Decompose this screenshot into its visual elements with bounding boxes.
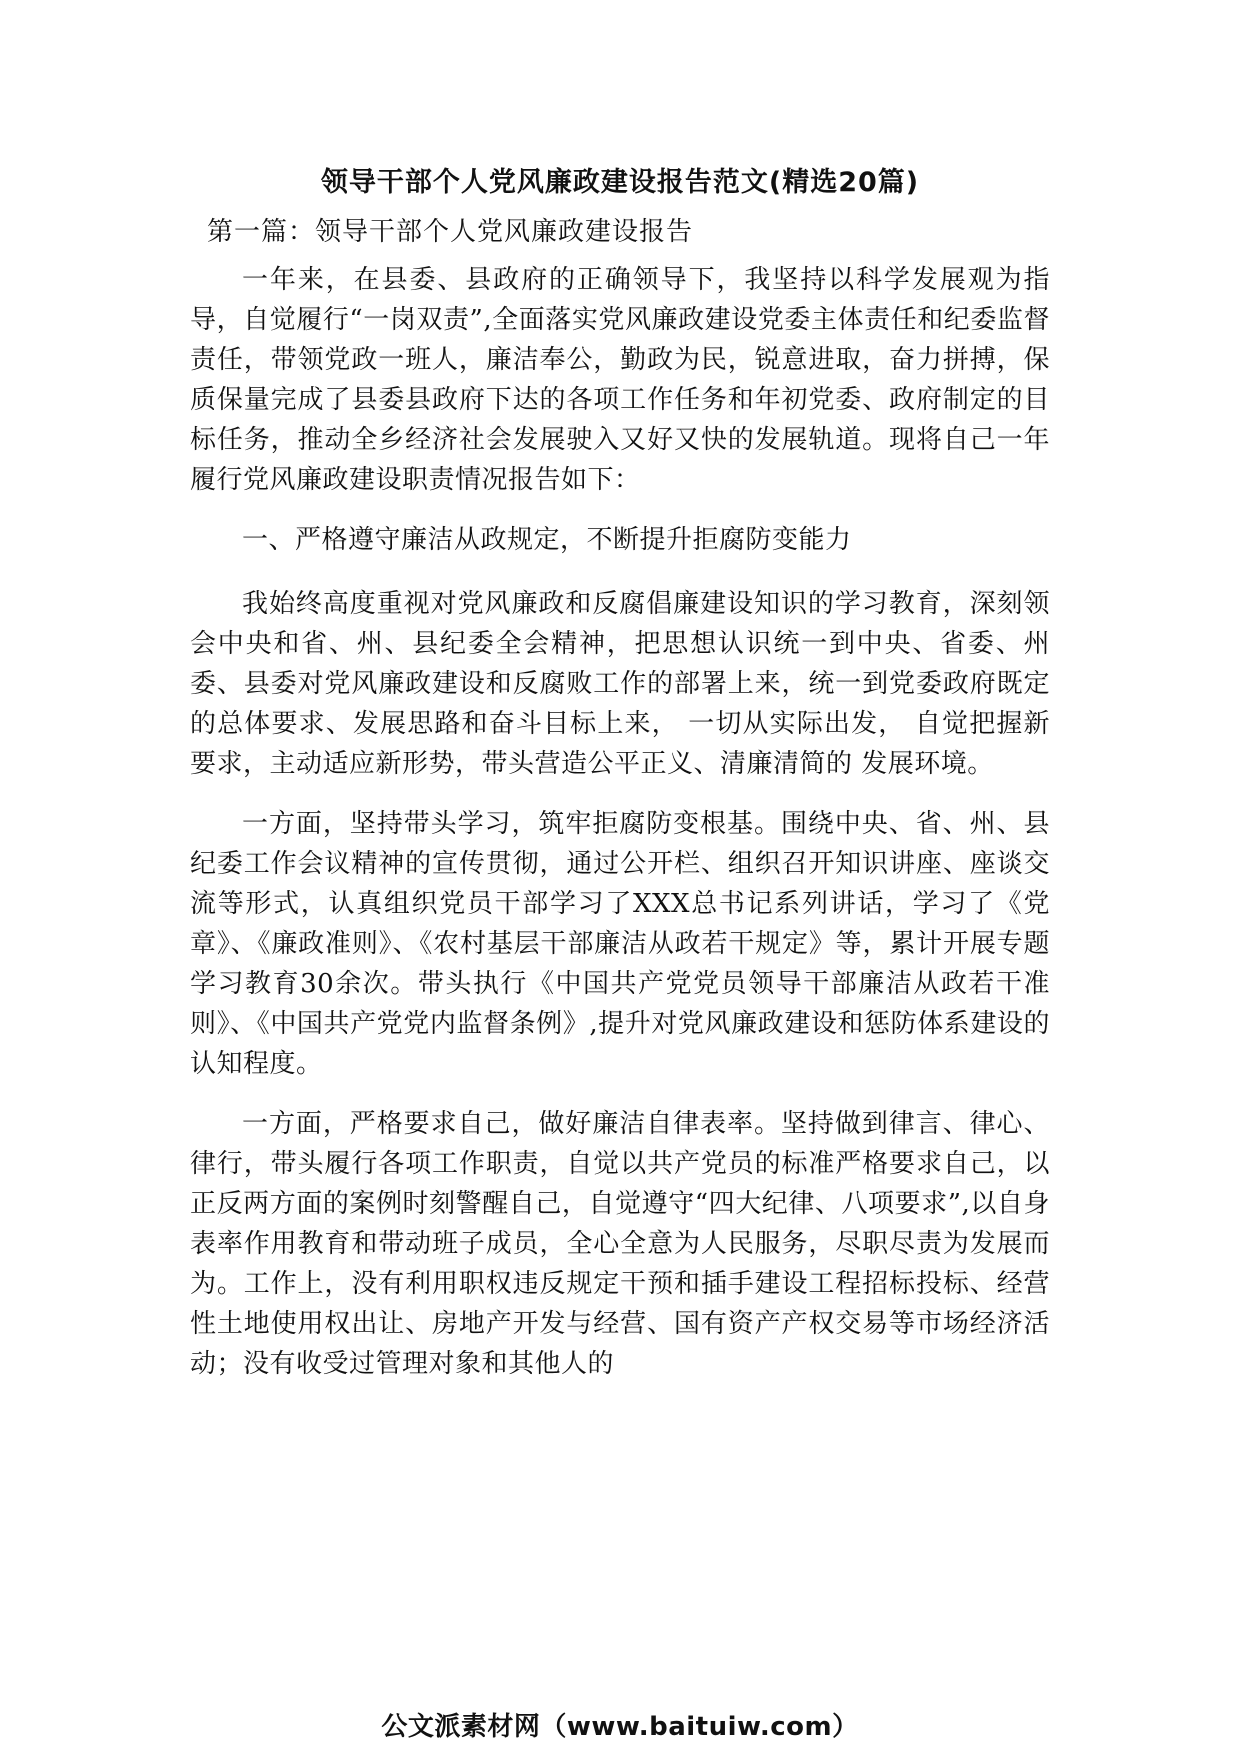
paragraph-intro: 一年来，在县委、县政府的正确领导下，我坚持以科学发展观为指导，自觉履行“一岗双责”,全面落实党风廉政建设党委主体责任和纪委监督责任，带领党政一班人，廉洁奉公，勤政为民，锐意进取，奋力拼搏，保质保量完成了县委县政府下达的各项工作任务和年初党委、政府制定的目标任务，推动全乡经济社会发展驶入又好又快的发展轨道。现将自己一年履行党风廉政建设职责情况报告如下： bbox=[190, 265, 1050, 495]
document-body bbox=[190, 260, 1050, 1404]
chapter-subtitle: 第一篇：领导干部个人党风廉政建设报告 bbox=[207, 217, 694, 247]
document-title: 领导干部个人党风廉政建设报告范文(精选20篇) bbox=[320, 167, 920, 198]
paragraph-learning: 一方面，坚持带头学习，筑牢拒腐防变根基。围绕中央、省、州、县纪委工作会议精神的宣传贯彻，通过公开栏、组织召开知识讲座、座谈交流等形式，认真组织党员干部学习了XXX总书记系列讲话，学习了《党章》、《廉政准则》、《农村基层干部廉洁从政若干规定》等，累计开展专题学习教育30余次。带头执行《中国共产党党员领导干部廉洁从政若干准则》、《中国共产党党内监督条例》,提升对党风廉政建设和惩防体系建设的认知程度。 bbox=[190, 809, 1050, 1079]
section-heading: 一、严格遵守廉洁从政规定，不断提升拒腐防变能力 bbox=[242, 525, 852, 555]
paragraph-self-discipline: 一方面，严格要求自己，做好廉洁自律表率。坚持做到律言、律心、律行，带头履行各项工作职责，自觉以共产党员的标准严格要求自己，以正反两方面的案例时刻警醒自己，自觉遵守“四大纪律、八项要求”,以自身表率作用教育和带动班子成员，全心全意为人民服务，尽职尽责为发展而为。工作上，没有利用职权违反规定干预和插手建设工程招标投标、经营性土地使用权出让、房地产开发与经营、国有资产产权交易等市场经济活动；没有收受过管理对象和其他人的 bbox=[190, 1109, 1050, 1379]
footer-source: 公文派素材网（www.baituiw.com） bbox=[381, 1712, 859, 1742]
paragraph-study: 我始终高度重视对党风廉政和反腐倡廉建设知识的学习教育，深刻领会中央和省、州、县纪委全会精神，把思想认识统一到中央、省委、州委、县委对党风廉政建设和反腐败工作的部署上来，统一到党委政府既定的总体要求、发展思路和奋斗目标上来， 一切从实际出发， 自觉把握新要求，主动适应新形势，带头营造公平正义、清廉清简的 发展环境。 bbox=[190, 589, 1050, 779]
